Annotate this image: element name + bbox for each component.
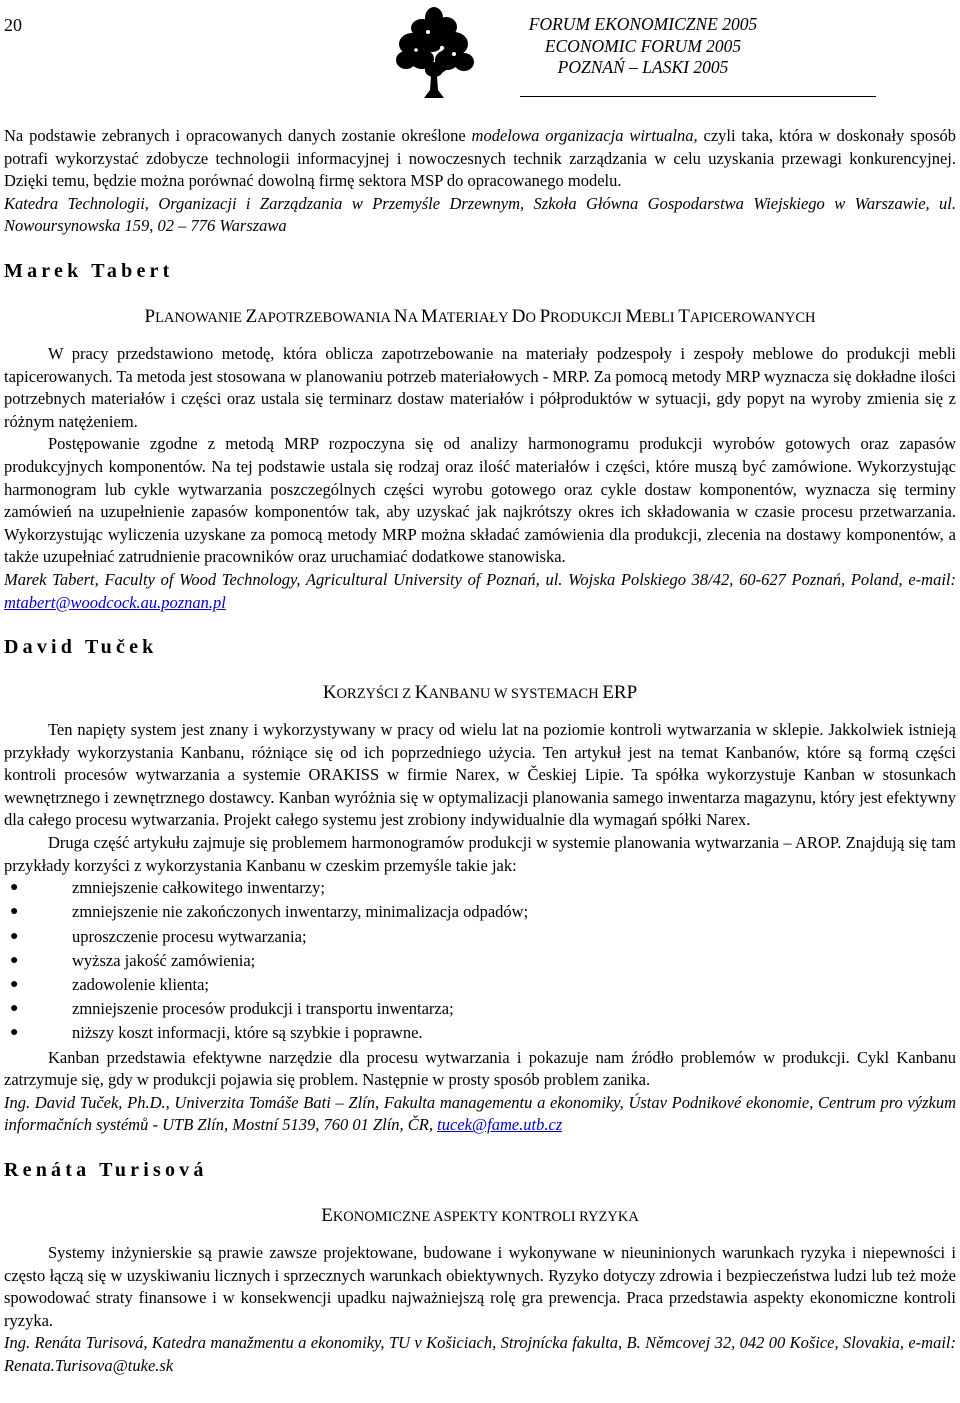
title-initial: K (322, 682, 337, 704)
abstract-paragraph: W pracy przedstawiono metodę, która oblicza zapotrzebowanie na materiały podzespoły i zespoły meblowe do produkcji mebli tapicerowanych. Ta metoda jest stosowana w planowaniu potrzeb materiałowych - MRP. Za pomocą metody MRP wyznacza się dokładne ilości potrzebnych materiałów i części oraz ustala się terminarz dostaw materiałów i półproduktów w sytuacji, gdy popyt na wyroby zmienia się z różnym natężeniem. (4, 343, 956, 431)
title-rest: APICEROWANYCH (689, 309, 816, 326)
title-rest: ATERIAŁY (437, 309, 512, 326)
article-title (4, 306, 956, 329)
title-initial: D (511, 305, 526, 327)
list-item: ● zadowolenie klienta; (4, 974, 956, 998)
list-item: ● niższy koszt informacji, które są szybkie i poprawne. (4, 1022, 956, 1046)
title-rest: LANOWANIE (155, 309, 246, 326)
title-rest: EBLI (642, 309, 679, 326)
title-rest: ANBANU W SYSTEMACH (428, 686, 603, 703)
title-initial: M (625, 305, 643, 327)
abstract-paragraph: Postępowanie zgodne z metodą MRP rozpoczyna się od analizy harmonogramu produkcji wyrobów gotowych oraz zapasów produkcyjnych komponentów. Na tej podstawie ustala się rodzaj oraz ilość materiałów i części, które muszą być zamówione. Wykorzystując harmonogram lub cykle wytwarzania poszczególnych części wyrobu gotowego oraz cykle dostaw komponentów, wyznacza się terminy zamówień na uzupełnienie zapasów komponentów tak, aby uzyskać jak najkrótszy okres ich składowania w czasie procesu przetwarzania. Wykorzystując wyliczenia uzyskane za pomocą metody MRP można składać zamówienia dla produkcji, zlecenia na dostawy komponentów, a także uzupełniać zatrudnienie pracowników oraz uruchamiać dodatkowe stanowiska. (4, 434, 956, 567)
bullet-icon: ● (10, 952, 19, 968)
abstract-paragraph: Systemy inżynierskie są prawie zawsze projektowane, budowane i wykonywane w nieuninionych warunkach ryzyka i niepewności i często łączą się w uzyskiwaniu licznych i sprzecznych warunkach obiektywnych. Ryzyko dotyczy zdrowia i bezpieczeństwa ludzi lub też może spowodować straty finansowe i w konsekwencji upadku najważniejszą rolę gra prewencja. Praca przedstawia aspekty ekonomiczne kontroli ryzyka. (4, 1242, 956, 1330)
author-name: Marek Tabert (4, 259, 174, 282)
article-title (4, 1205, 956, 1228)
page-body (4, 125, 956, 1378)
header-rule (520, 96, 876, 97)
author-affiliation: Marek Tabert, Faculty of Wood Technology, Agricultural University of Poznań, ul. Wojska Polskiego 38/42, 60-627 Poznań, Poland, e-mail: mtabert@woodcock.au.poznan.pl (4, 569, 956, 612)
author-affiliation: Ing. Renáta Turisová, Katedra manažmentu a ekonomiky, TU v Košiciach, Strojnícka fakulta, B. Němcovej 32, 042 00 Košice, Slovakia, e-mail: Renata.Turisova@tuke.sk (4, 1333, 956, 1375)
list-item: ● zmniejszenie nie zakończonych inwentarzy, minimalizacja odpadów; (4, 901, 956, 925)
title-initial: Z (245, 305, 258, 327)
title-initial: ERP (602, 682, 638, 704)
bullet-icon: ● (10, 904, 19, 920)
tree-logo-icon (392, 2, 476, 100)
bullet-icon: ● (10, 977, 19, 992)
conference-header (505, 14, 781, 79)
page-number: 20 (4, 15, 22, 35)
intro-paragraph: Na podstawie zebranych i opracowanych danych zostanie określone modelowa organizacja wirtualna, czyli taka, która w doskonały sposób potrafi wykorzystać zdobycze technologii informacyjnej i nowoczesnych technik zarządzania w celu uzyskania przewagi konkurencyjnej. Dzięki temu, będzie można porównać dowolną firmę sektora MSP do opracowanego modelu. (4, 126, 956, 191)
title-initial: M (420, 305, 438, 327)
list-item: ● uproszczenie procesu wytwarzania; (4, 926, 956, 950)
bullet-icon: ● (10, 1025, 19, 1041)
author-affiliation: Ing. David Tuček, Ph.D., Univerzita Tomáše Bati – Zlín, Fakulta managementu a ekonomiky, Ústav Podnikové ekonomie, Centrum pro výzkum informačních systémů - UTB Zlín, Mostní 5139, 760 01 Zlín, ČR, tucek@fame.utb.cz (4, 1092, 956, 1135)
intro-affiliation: Katedra Technologii, Organizacji i Zarządzania w Przemyśle Drzewnym, Szkoła Główna Gospodarstwa Wiejskiego w Warszawie, ul. Nowoursynowska 159, 02 – 776 Warszawa (4, 193, 956, 236)
title-rest: A (407, 309, 421, 326)
bullet-icon: ● (10, 880, 19, 896)
list-item: ● zmniejszenie całkowitego inwentarzy; (4, 877, 956, 901)
author-name: David Tuček (4, 636, 158, 659)
conf-line: POZNAŃ – LASKI 2005 (557, 57, 729, 77)
abstract-paragraph: Ten napięty system jest znany i wykorzystywany w pracy od wielu lat na poziomie kontroli wytwarzania w sklepie. Jakkolwiek istnieją przykłady wykorzystania Kanbanu, różniące się od ich poprzedniego użycia. Ten artykuł jest na temat Kanbanów, które są formą części kontroli procesów wytwarzania a systemie ORAKISS w firmie Narex, w Českiej Lipie. Ta spółka wykorzystuje Kanban w stosunkach wewnętrznego i zewnętrznego dostawcy. Kanban wyróżnia się w optymalizacji planowania samego inwentarza magazynu, który jest efektywny dla całego procesu wytwarzania. Projekt całego systemu jest zrobiony indywidualnie dla wymagań spółki Narex. (4, 720, 956, 830)
title-rest: RODUKCJI (550, 309, 626, 326)
list-item: ● zmniejszenie procesów produkcji i transportu inwentarza; (4, 998, 956, 1022)
conf-line: FORUM EKONOMICZNE 2005 (528, 14, 758, 34)
title-initial: N (393, 305, 408, 327)
conf-line: ECONOMIC FORUM 2005 (544, 35, 742, 56)
title-initial: P (539, 305, 551, 327)
title-initial: T (678, 305, 690, 327)
email-link[interactable]: tucek@fame.utb.cz (437, 1115, 563, 1135)
title-rest: APOTRZEBOWANIA (257, 309, 394, 326)
title-initial: E (321, 1204, 333, 1226)
email-link[interactable]: mtabert@woodcock.au.poznan.pl (4, 592, 226, 612)
title-initial: P (144, 305, 156, 327)
title-initial: K (414, 682, 429, 704)
title-rest: O (525, 309, 540, 326)
title-rest: KONOMICZNE ASPEKTY KONTROLI RYZYKA (332, 1208, 639, 1225)
bullet-icon: ● (10, 1001, 19, 1017)
bullet-icon: ● (10, 928, 19, 944)
author-name: Renáta Turisová (4, 1158, 208, 1181)
benefits-list (4, 877, 956, 1046)
title-rest: ORZYŚCI Z (336, 686, 415, 703)
article-title (4, 682, 956, 705)
abstract-paragraph: Druga część artykułu zajmuje się problemem harmonogramów produkcji w systemie planowania wytwarzania – AROP. Znajdują się tam przykłady korzyści z wykorzystania Kanbanu w czeskim przemyśle takie jak: (4, 833, 956, 875)
abstract-paragraph: Kanban przedstawia efektywne narzędzie dla procesu wytwarzania i pokazuje nam źródło problemów w produkcji. Cykl Kanbanu zatrzymuje się, gdy w produkcji pojawia się problem. Następnie w prosty sposób problem zanika. (4, 1047, 956, 1090)
list-item: ● wyższa jakość zamówienia; (4, 950, 956, 974)
